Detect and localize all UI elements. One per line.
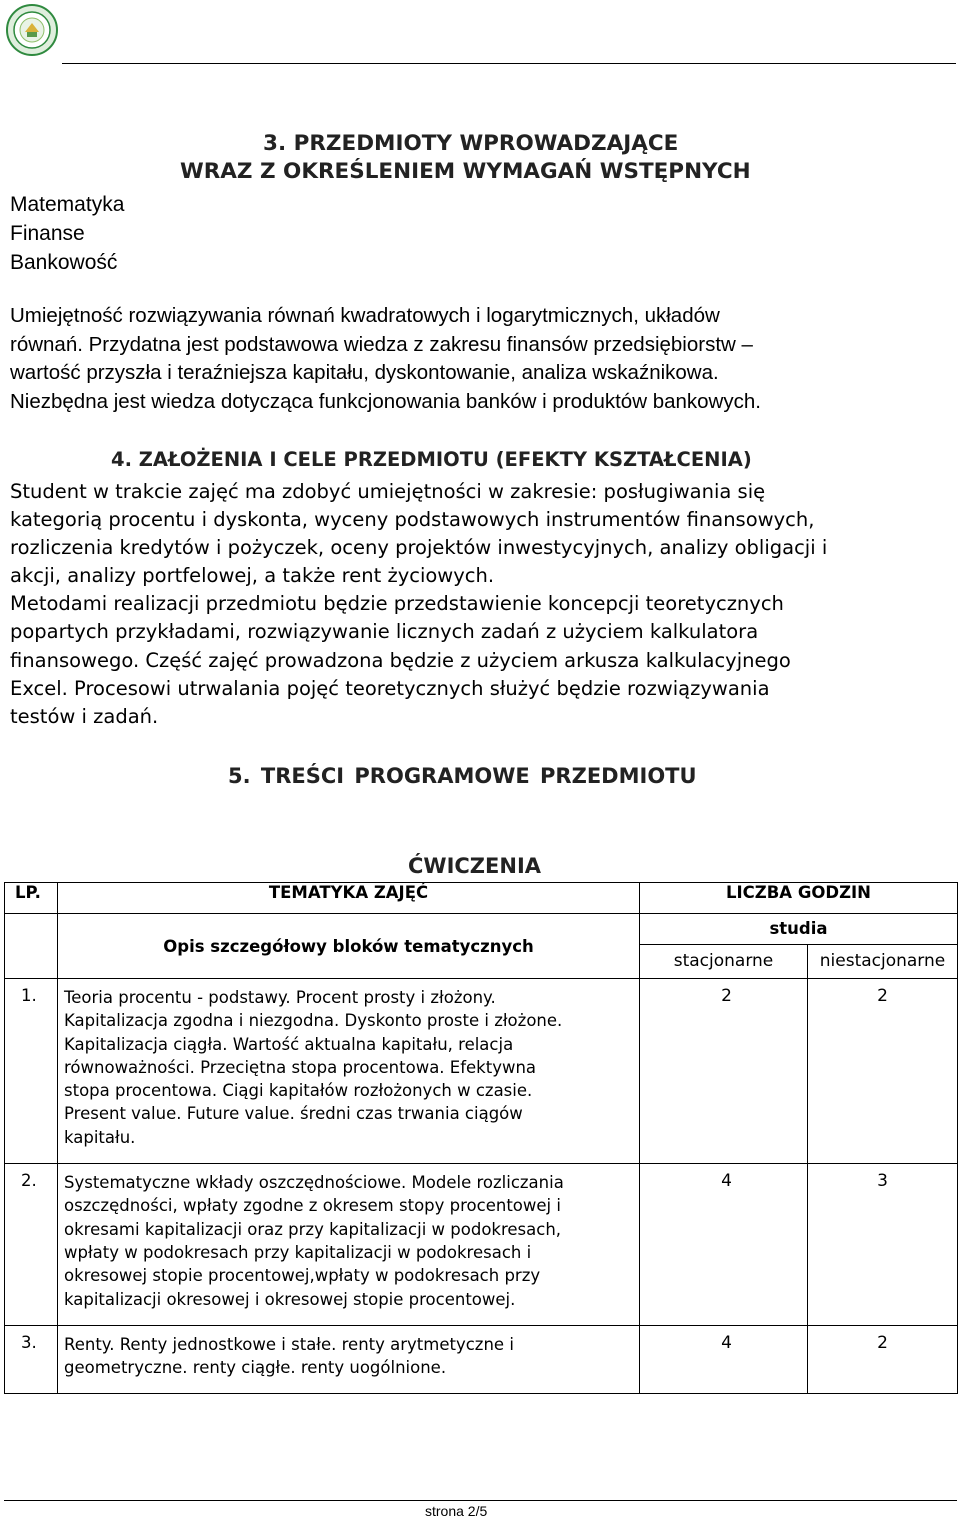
program-table — [4, 882, 958, 1394]
row-topic — [58, 1164, 640, 1326]
section-3-title — [180, 130, 800, 186]
body-line: finansowego. Część zajęć prowadzona będzie z użyciem arkusza kalkulacyjnego — [10, 648, 791, 672]
topic-line: Kapitalizacja zgodna i niezgodna. Dyskonto proste i złożone. — [64, 1011, 563, 1031]
row-hours-stationary: 4 — [640, 1325, 808, 1394]
requirements-line: Niezbędna jest wiedza dotycząca funkcjonowania banków i produktów bankowych. — [10, 389, 761, 413]
header-rule — [62, 63, 956, 64]
topic-line: równoważności. Przeciętna stopa procentowa. Efektywna — [64, 1057, 537, 1077]
subject-item: Matematyka — [10, 193, 125, 216]
table-row — [5, 979, 958, 1164]
topic-line: kapitału. — [64, 1127, 136, 1147]
body-line: popartych przykładami, rozwiązywanie licznych zadań z użyciem kalkulatora — [10, 620, 759, 644]
prerequisite-subjects — [10, 190, 124, 277]
row-hours-nonstationary: 2 — [808, 979, 958, 1164]
row-topic — [58, 1325, 640, 1394]
header-stationary: stacjonarne — [640, 944, 808, 978]
body-line: Excel. Procesowi utrwalania pojęć teoretycznych służyć będzie rozwiązywania — [10, 676, 770, 700]
topic-line: Kapitalizacja ciągła. Wartość aktualna kapitału, relacja — [64, 1034, 514, 1054]
topic-line: okresowej stopie procentowej,wpłaty w podokresach przy — [64, 1266, 541, 1286]
page-number: strona 2/5 — [425, 1503, 488, 1519]
subject-item: Finanse — [10, 222, 85, 245]
body-line: Metodami realizacji przedmiotu będzie przedstawienie koncepcji teoretycznych — [10, 592, 784, 616]
row-hours-stationary: 4 — [640, 1164, 808, 1326]
subheader-lp-empty — [5, 914, 58, 979]
topic-line: oszczędności, wpłaty zgodne z okresem stopy procentowej i — [64, 1196, 561, 1216]
header-studia: studia — [640, 914, 958, 945]
topic-line: Teoria procentu - podstawy. Procent prosty i złożony. — [64, 988, 496, 1007]
row-lp: 1. — [5, 979, 58, 1164]
topic-line: Present value. Future value. średni czas trwania ciągów — [64, 1104, 523, 1124]
header-nonstationary: niestacjonarne — [808, 944, 958, 978]
header-detail: Opis szczegółowy bloków tematycznych — [58, 914, 640, 979]
section-3-title-line1: 3. PRZEDMIOTY WPROWADZAJĄCE — [263, 131, 679, 156]
row-lp: 3. — [5, 1325, 58, 1394]
section-4-body — [10, 478, 955, 731]
row-hours-nonstationary: 2 — [808, 1325, 958, 1394]
exercises-title: ĆWICZENIA — [408, 854, 542, 878]
body-line: kategorią procentu i dyskonta, wyceny podstawowych instrumentów finansowych, — [10, 508, 815, 532]
body-line: testów i zadań. — [10, 704, 159, 728]
requirements-line: Umiejętność rozwiązywania równań kwadratowych i logarytmicznych, układów — [10, 304, 720, 327]
section-4-title: 4. ZAŁOŻENIA I CELE PRZEDMIOTU (EFEKTY KSZTAŁCENIA) — [111, 448, 752, 471]
footer-rule — [4, 1500, 957, 1501]
row-hours-nonstationary: 3 — [808, 1164, 958, 1326]
body-line: Student w trakcie zajęć ma zdobyć umiejętności w zakresie: posługiwania się — [10, 480, 766, 503]
topic-line: okresami kapitalizacji oraz przy kapitalizacji w podokresach, — [64, 1219, 562, 1239]
header-hours: LICZBA GODZIN — [640, 883, 958, 914]
topic-line: Systematyczne wkłady oszczędnościowe. Modele rozliczania — [64, 1173, 564, 1193]
prerequisite-requirements — [10, 302, 950, 416]
row-hours-stationary: 2 — [640, 979, 808, 1164]
body-line: akcji, analizy portfelowej, a także rent życiowych. — [10, 564, 495, 588]
topic-line: geometryczne. renty ciągłe. renty uogólnione. — [64, 1358, 447, 1378]
topic-line: Renty. Renty jednostkowe i stałe. renty arytmetyczne i — [64, 1334, 514, 1354]
topic-line: kapitalizacji okresowej i okresowej stopie procentowej. — [64, 1289, 516, 1309]
requirements-line: równań. Przydatna jest podstawowa wiedza z zakresu finansów przedsiębiorstw – — [10, 332, 753, 356]
subject-item: Bankowość — [10, 251, 118, 274]
body-line: rozliczenia kredytów i pożyczek, oceny projektów inwestycyjnych, analizy obligacji i — [10, 536, 828, 560]
table-subheader-row — [5, 914, 958, 945]
requirements-line: wartość przyszła i teraźniejsza kapitału, dyskontowanie, analiza wskaźnikowa. — [10, 361, 719, 384]
table-header-row — [5, 883, 958, 914]
topic-line: stopa procentowa. Ciągi kapitałów rozłożonych w czasie. — [64, 1081, 533, 1101]
table-row — [5, 1325, 958, 1394]
university-seal-icon — [6, 4, 58, 56]
topic-line: wpłaty w podokresach przy kapitalizacji w podokresach i — [64, 1242, 532, 1262]
table-row — [5, 1164, 958, 1326]
row-topic — [58, 979, 640, 1164]
header-topic: TEMATYKA ZAJĘĆ — [58, 883, 640, 914]
section-3-title-line2: WRAZ Z OKREŚLENIEM WYMAGAŃ WSTĘPNYCH — [180, 159, 751, 184]
row-lp: 2. — [5, 1164, 58, 1326]
section-5-title: 5. TREŚCI PROGRAMOWE PRZEDMIOTU — [228, 764, 697, 788]
header-lp: LP. — [5, 883, 58, 914]
